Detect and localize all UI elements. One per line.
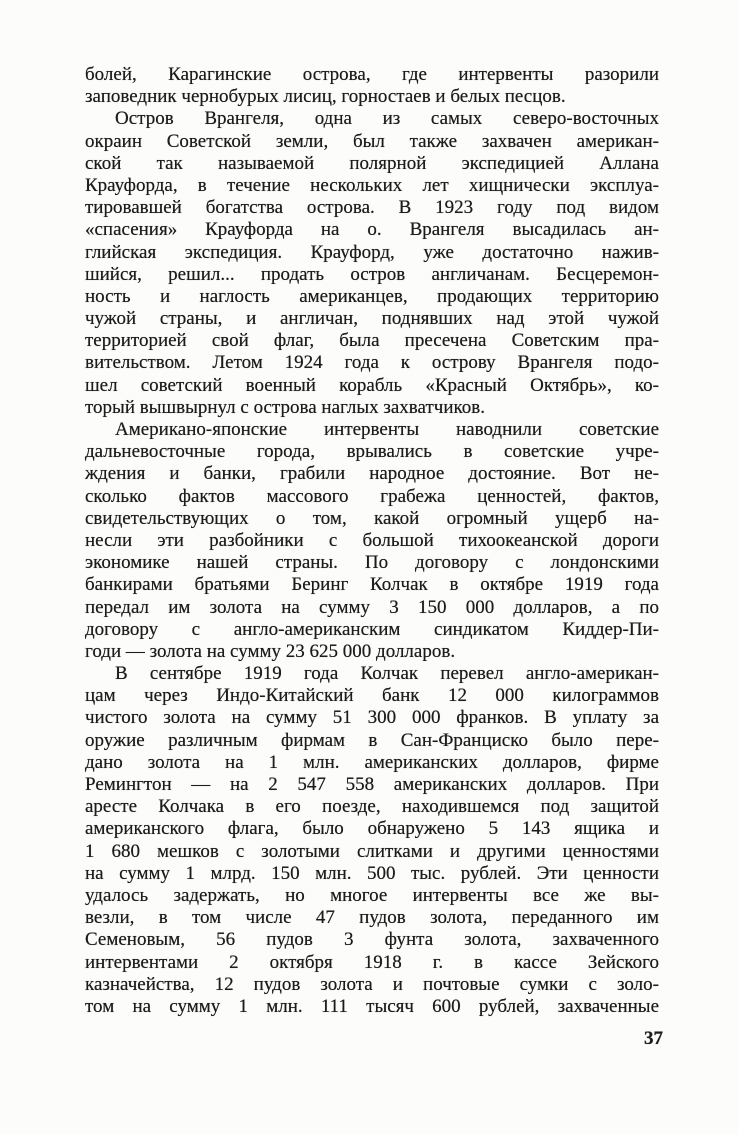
text-line: Американо-японские интервенты наводнили советские [115,419,659,440]
text-line: 1 680 мешков с золотыми слитками и другими ценностями [85,840,659,862]
text-line: везли, в том числе 47 пудов золота, переданного им [85,907,659,929]
text-line: окраин Советской земли, был также захвачен американ- [85,130,659,152]
text-line: том на сумму 1 млн. 111 тысяч 600 рублей, захваченные [85,995,659,1017]
text-line: ской так называемой полярной экспедицией Аллана [85,152,659,174]
page-text [85,64,659,1018]
text-line: Ремингтон — на 2 547 558 американских долларов. При [85,774,659,795]
text-line: банкирами братьями Беринг Колчак в октябре 1919 года [85,574,659,596]
text-line: договору с англо-американским синдикатом Киддер-Пи- [85,618,659,640]
text-line: дано золота на 1 млн. американских долларов, фирме [85,751,659,773]
text-line: экономике нашей страны. По договору с лондонскими [85,552,659,574]
text-line: чужой страны, и англичан, поднявших над этой чужой [85,308,659,330]
text-line: аресте Колчака в его поезде, находившемся под защитой [85,796,659,818]
text-line: болей, Карагинские острова, где интервенты разорили [85,64,659,85]
text-line: оружие различным фирмам в Сан-Франциско было пере- [85,729,659,751]
text-line: передал им золота на сумму 3 150 000 долларов, а по [85,596,659,618]
text-line: «спасения» Крауфорда на о. Врангеля высадилась ан- [85,219,659,241]
text-line: торый вышвырнул с острова наглых захватчиков. [85,396,485,418]
text-line: тировавшей богатства острова. В 1923 году под видом [85,197,659,219]
text-line: глийская экспедиция. Крауфорд, уже достаточно нажив- [85,241,659,263]
text-line: В сентябре 1919 года Колчак перевел англо-американ- [115,663,659,685]
text-line: годи — золота на сумму 23 625 000 долларов. [85,640,456,662]
text-line: казначейства, 12 пудов золота и почтовые сумки с золо- [85,973,659,995]
text-line: сколько фактов массового грабежа ценностей, фактов, [85,485,659,507]
text-line: ность и наглость американцев, продающих территорию [85,285,659,307]
text-line: Остров Врангеля, одна из самых северо-восточных [115,108,659,130]
page-number: 37 [644,1028,663,1049]
text-line: Крауфорда, в течение нескольких лет хищнически эксплуа- [85,174,659,196]
text-line: заповедник чернобурых лисиц, горностаев и белых песцов. [85,86,566,108]
text-line: шийся, решил... продать остров англичанам. Бесцеремон- [85,263,659,285]
text-line: интервентами 2 октября 1918 г. в кассе Зейского [85,951,659,973]
text-line: ждения и банки, грабили народное достояние. Вот не- [85,463,659,485]
text-line: цам через Индо-Китайский банк 12 000 килограммов [85,685,659,707]
text-line: на сумму 1 млрд. 150 млн. 500 тыс. рублей. Эти ценности [85,862,659,884]
text-line: вительством. Летом 1924 года к острову Врангеля подо- [85,352,659,374]
text-line: Семеновым, 56 пудов 3 фунта золота, захваченного [85,929,659,951]
text-line: чистого золота на сумму 51 300 000 франков. В уплату за [85,707,659,729]
text-line: удалось задержать, но многое интервенты все же вы- [85,884,659,906]
text-line: шел советский военный корабль «Красный Октябрь», ко- [85,374,659,396]
text-line: свидетельствующих о том, какой огромный ущерб на- [85,507,659,529]
text-line: американского флага, было обнаружено 5 143 ящика и [85,818,659,840]
text-line: несли эти разбойники с большой тихоокеанской дороги [85,529,659,551]
text-line: дальневосточные города, врывались в советские учре- [85,441,659,463]
text-line: территорией свой флаг, была пресечена Советским пра- [85,330,659,352]
